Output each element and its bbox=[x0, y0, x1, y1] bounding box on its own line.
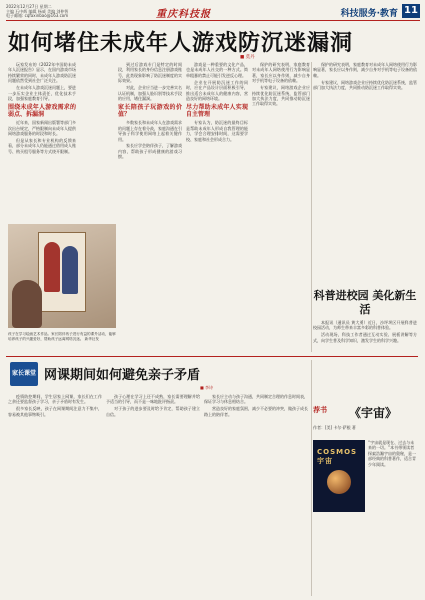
paragraph: 但是从家长和专业机构的反馈来看，部分未成年人仍能通过借用成人账号、购买租号服务等方式绕开限制。 bbox=[8, 138, 76, 154]
column-divider bbox=[311, 360, 312, 596]
planet-icon bbox=[327, 470, 351, 494]
secondary-column-3 bbox=[204, 394, 308, 594]
paragraph: 孩子心理在学习上还不成熟，家长需要理解并给予适当的引导，而不是一味地批评指责。 bbox=[106, 394, 200, 405]
book-title: 《宇宙》 bbox=[349, 406, 398, 420]
subheading: 尽力帮助未成年人实现自主管理 bbox=[186, 104, 248, 119]
book-review-text: “宇宙就是现在、过去与未来的一切。”本书带领读者探索浩瀚宇宙的奥秘，是一部经典的科普著作，适合青少年阅读。 bbox=[368, 440, 416, 467]
paragraph: 专家建议，网络游戏企业应持续优化防沉迷系统，监管部门加大执法力度，共同推动防沉迷工作取得实效。 bbox=[252, 85, 310, 107]
secondary-byline: ■ 李诗 bbox=[200, 385, 214, 390]
paragraph: 到过后游戏专门是特定的时间段，利用家长的身份信息注册游戏账号，此类现象影响了防沉迷制度的实际效果。 bbox=[118, 62, 182, 84]
paragraph: 家长应学会陪伴孩子，了解游戏内容，帮助孩子形成健康的游戏习惯。 bbox=[118, 143, 182, 160]
main-byline: ■ 莫丹 bbox=[240, 55, 255, 60]
subheading: 围绕未成年人游戏需求的弱点、拆漏洞 bbox=[8, 104, 76, 119]
editor-line: 主编 石中辉 编辑 杨威 美编 刘仲智 bbox=[6, 8, 69, 14]
main-column-5 bbox=[313, 62, 417, 286]
paragraph: 专家建议，网络游戏企业应持续优化防沉迷系统，监管部门加大执法力度，共同推动防沉迷工作取得实效。 bbox=[313, 79, 417, 91]
secondary-column-2 bbox=[106, 394, 200, 594]
paragraph: 企业在开展防沉迷工作的同时，应在产品设计层面积极引导，推出适合未成年人的健康内容，营造良好的网络环境。 bbox=[186, 79, 248, 101]
book-review-header bbox=[313, 404, 417, 424]
header-meta bbox=[6, 5, 126, 19]
issue-date: 2022年12月27日 星期二 bbox=[6, 4, 52, 9]
photo-child bbox=[12, 280, 42, 328]
main-headline: 如何堵住未成年人游戏防沉迷漏洞 bbox=[8, 31, 354, 56]
photo-figure bbox=[62, 246, 78, 294]
main-column-3 bbox=[186, 62, 248, 352]
column-divider bbox=[311, 62, 312, 352]
photo-figure bbox=[44, 242, 60, 292]
paragraph: 本报讯（通讯员 黄大勇）近日，沙坪坝区开展科普进校园活动，为师生带来丰富多彩的科普体验。 bbox=[313, 320, 417, 331]
column-badge: 家长课堂 bbox=[10, 362, 38, 386]
paragraph: 在未成年人游戏沉迷问题上，要进一步压实企业主体责任，优化技术手段，加强家庭教育引导。 bbox=[8, 85, 76, 101]
sidebar-headline: 科普进校园 美化新生活 bbox=[313, 289, 417, 316]
paragraph: 疫情防控期间，学生居家上网课，家长们在工作之余还要监督孩子学习，亲子矛盾时有发生。 bbox=[8, 394, 102, 405]
paragraph: 很多家长反映，孩子在网课期间注意力不集中，容易被其他事物吸引。 bbox=[8, 406, 102, 417]
paragraph: 保护的研究表明，家庭教育对未成年人网络使用行为影响显著，家长应以身作则，减少自身对手机等电子设备的依赖。 bbox=[252, 62, 310, 84]
book-review-label: 荐书 bbox=[313, 406, 327, 414]
main-column-1 bbox=[8, 62, 76, 222]
paragraph: 对于孩子的进步要及时给予肯定，帮助孩子建立自信。 bbox=[106, 406, 200, 417]
paragraph: 营造良好的家庭氛围，减少不必要的冲突，做孩子成长路上的陪伴者。 bbox=[204, 406, 308, 417]
paragraph: 保护的研究表明，家庭教育对未成年人网络使用行为影响显著，家长应以身作则，减少自身对手机等电子设备的依赖。 bbox=[313, 62, 417, 78]
paragraph: 玩家发布的《2022年中国防未成年人沉迷报告》显示，在国内游戏市场持续繁荣的同时，未成年人游戏防沉迷问题依然受到社会广泛关注。 bbox=[8, 62, 76, 84]
section-divider bbox=[6, 356, 418, 357]
sidebar-body bbox=[313, 320, 417, 400]
book-cover bbox=[313, 440, 365, 512]
page-number: 11 bbox=[402, 4, 420, 18]
paragraph: 游戏是一种重要的文化产品，也是未成年人社交的一种方式。简单粗暴的禁止可能引发逆反心理。 bbox=[186, 62, 248, 78]
main-column-4 bbox=[252, 62, 310, 352]
paragraph: 活动现场，科技工作者通过互动实验、展板讲解等方式，向学生普及科学知识，激发学生的科学兴趣。 bbox=[313, 332, 417, 343]
secondary-headline: 网课期间如何避免亲子矛盾 bbox=[44, 368, 201, 383]
main-column-2 bbox=[118, 62, 182, 352]
subheading: 家长陪孩子玩游戏的价值？ bbox=[118, 104, 182, 119]
book-cover-title: COSMOS 宇宙 bbox=[317, 448, 358, 465]
photo-caption: 孩子在学习绘画艺术作品。家长陪伴孩子进行有益的课外活动，能够培养孩子的兴趣爱好，帮助孩子远离网络沉迷。 新华社发 bbox=[8, 332, 116, 341]
section-title: 科技服务·教育 bbox=[340, 9, 398, 19]
book-author: 作者：[美] 卡尔·萨根 著 bbox=[313, 425, 356, 430]
page-header bbox=[6, 4, 420, 21]
paragraph: 家长应主动与孩子沟通，共同制定合理的作息时间表，保证学习与休息相结合。 bbox=[204, 394, 308, 405]
paragraph: 近年来，国家新闻出版署等部门多次出台规定，严格限制向未成年人提供网络游戏服务的时段和时长。 bbox=[8, 120, 76, 137]
newspaper-brand: 重庆科技报 bbox=[156, 9, 211, 20]
paragraph: 多数家长和未成年人在游戏需求的问题上存在着分歧，家庭沟通在引导孩子科学使用网络上起着关键作用。 bbox=[118, 120, 182, 142]
paragraph: 专家认为，防沉迷的最终目标是帮助未成年人形成自我管理的能力，学会合理安排时间，这需要学校、家庭和社会形成合力。 bbox=[186, 120, 248, 142]
secondary-column-1 bbox=[8, 394, 102, 594]
paragraph: 对此，企业应当进一步完善实名认证机制，加强人脸识别等技术手段的应用，堵住漏洞。 bbox=[118, 85, 182, 101]
news-photo bbox=[8, 224, 116, 328]
contact-email: 电子邮箱: cqfaxinbao@163.com bbox=[6, 13, 69, 19]
